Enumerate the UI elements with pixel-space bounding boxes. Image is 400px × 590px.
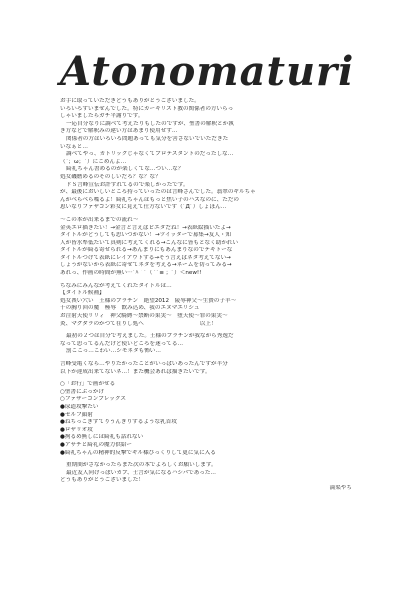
process-line: しょうがないから表紙に寄せてネタを考える→ネームを切ってみる→ — [60, 262, 232, 269]
todo-item: ●セルフ顔射 — [60, 411, 93, 418]
process-line: タイトルつけて表紙にレイアウトする→そう言えばネタ考えてない→ — [60, 254, 231, 261]
todo-item: ●アサチと綺礼の魔力供給ー — [60, 441, 133, 448]
process-line: タイトルがどうしても思いつかない！→ツイッターで募集→友人・知 — [60, 232, 232, 239]
todo-item: ●ねちっこぎすてりうんぎりするような乳首攻 — [60, 419, 177, 426]
titles-intro: ちなみにみんなが考えてくれたタイトルは… — [60, 282, 172, 289]
titles-heading: 【タイトル候補】 — [60, 290, 105, 297]
process-paragraph — [60, 217, 360, 278]
intro-line: んがべらべら喋るよ！綺礼ちゃんはもっと焦い子のハズなのに、ただの — [60, 196, 240, 203]
outro-line: どうもありがとうございました！ — [60, 477, 144, 484]
page-title: Atonomaturi — [60, 48, 355, 95]
closing-note-line: 最初の２つは自分で考えました。王様のプラチンが我ながら秀逸だ — [66, 333, 234, 340]
author-signature: 満渠やち — [329, 484, 352, 491]
process-line: タイトルが綺る寄せられる→あんまりにもあんまりなのでテキトーな — [60, 247, 233, 254]
reflection-line: 以下か達成出来てないネ…！また機会あれば描きたいです。 — [60, 368, 211, 375]
titles-paragraph — [60, 283, 360, 329]
intro-line: 恵いなりファザコン彩女に見えて仕方ないです（ﾟДﾟ）しょぼん… — [60, 204, 227, 211]
outro-line: 最近友人向けっぽいカプ、士言が気になるハシバであった… — [66, 469, 217, 476]
intro-line: 関係者の方はいろいろ問題あっても気分を害さないでいただきた — [66, 135, 229, 142]
intro-line: お手に取っていただきどうもありがとうございました。 — [60, 98, 200, 104]
process-line: 金英エロ描きたい！→金言と言えばピエタだね！→表紙絵描いたよ→ — [60, 224, 231, 231]
intro-line: が、最後においしいところ持っていったのは言峰さんでした。翡翠のギルちゃ — [60, 189, 256, 196]
intro-line: いなぁと… — [60, 143, 88, 150]
todo-item: ●尿道攻撃たい — [60, 403, 99, 410]
intro-line: いろいろすいませんでした。特にカーキリスト教の関係者の方いらっ — [60, 105, 234, 112]
todo-item: ●綺礼ちゃんの精神的反撃でギル様びっくりして更に気に入る — [60, 449, 216, 456]
title-candidates-line: 炎、マグダラのかつて在りし処へ 以上！ — [60, 320, 217, 327]
closing-note-line: 罰ここっ…こわい…シモネタも怖い… — [66, 348, 161, 355]
intro-line: 調べてやっ、カトリックじゃなくてプロテスタントのだったしな… — [66, 151, 234, 158]
title-candidates-line: お注射天使リリィ 神父騎縛〜禁断の果実〜 堕天使〜罪の果実〜 — [60, 313, 228, 320]
todo-heading: ○「お行」で画がせる — [60, 381, 116, 388]
reflections-paragraph — [60, 361, 360, 376]
intro-line: しゃいましたらガチ平謝りです。 — [60, 113, 144, 120]
intro-line: （´；ω；`）にごめんよ… — [60, 158, 127, 165]
afterword-body — [60, 98, 360, 498]
outro-line: 重期間がさなかったらまた次の本でよろしくお願いします。 — [66, 462, 217, 469]
reflection-line: 言峰受亀くなら…やりたかったことがいっぱいあったんですが半分 — [60, 361, 228, 367]
closing-notes-paragraph — [60, 333, 360, 356]
todo-item: ○聖書にぶっかけ — [60, 388, 105, 395]
todo-item: ●ロザリオ攻 — [60, 426, 93, 433]
intro-line: 綺礼ちゃん書めるのが楽しくてな…つい…な？ — [66, 166, 184, 173]
title-candidates-line: 千の胸り回の魔 極辱 飲み込め、我のエヌマエリシュ — [60, 305, 200, 312]
intro-line: き方などで解釈みの違い方はあまり使用せず… — [60, 128, 178, 135]
todo-list — [60, 381, 360, 457]
intro-paragraph — [60, 98, 360, 212]
process-line: 人が皆水準低たいて真剣に考えてくれる→こんなに皆もとなく助かれい — [60, 239, 239, 246]
intro-line: ドＳ言峰宣伝お許すれてるので楽しかったです。 — [66, 181, 189, 188]
todo-item: ○ファザーコンプレックス — [60, 396, 126, 403]
outro-paragraph — [60, 462, 360, 492]
process-line: あれっ、作画の時間が無い…ﾟﾊ｀ﾟ（ ﾟﾟ≡ ；ﾟ）＜new!! — [60, 270, 202, 277]
process-heading: 〜この本が出来るまでの流れ〜 — [60, 216, 139, 223]
intro-line: 一応自分なりに調べて考えたりもしたのですが、聖書の解釈とか執 — [66, 120, 234, 127]
title-candidates-line: 処女喪い穴い 王様のプラチン 絶望2012 陵辱神父〜生贄の子羊〜 — [60, 297, 237, 304]
intro-line: 処女磯磨めるのそのしいだろ？な？な？ — [60, 173, 161, 180]
todo-item: ●拘るめ無しには綺礼も話れない — [60, 434, 144, 441]
closing-note-line: なって思ってるんだけど使いどころを迷ってる… — [60, 340, 184, 347]
